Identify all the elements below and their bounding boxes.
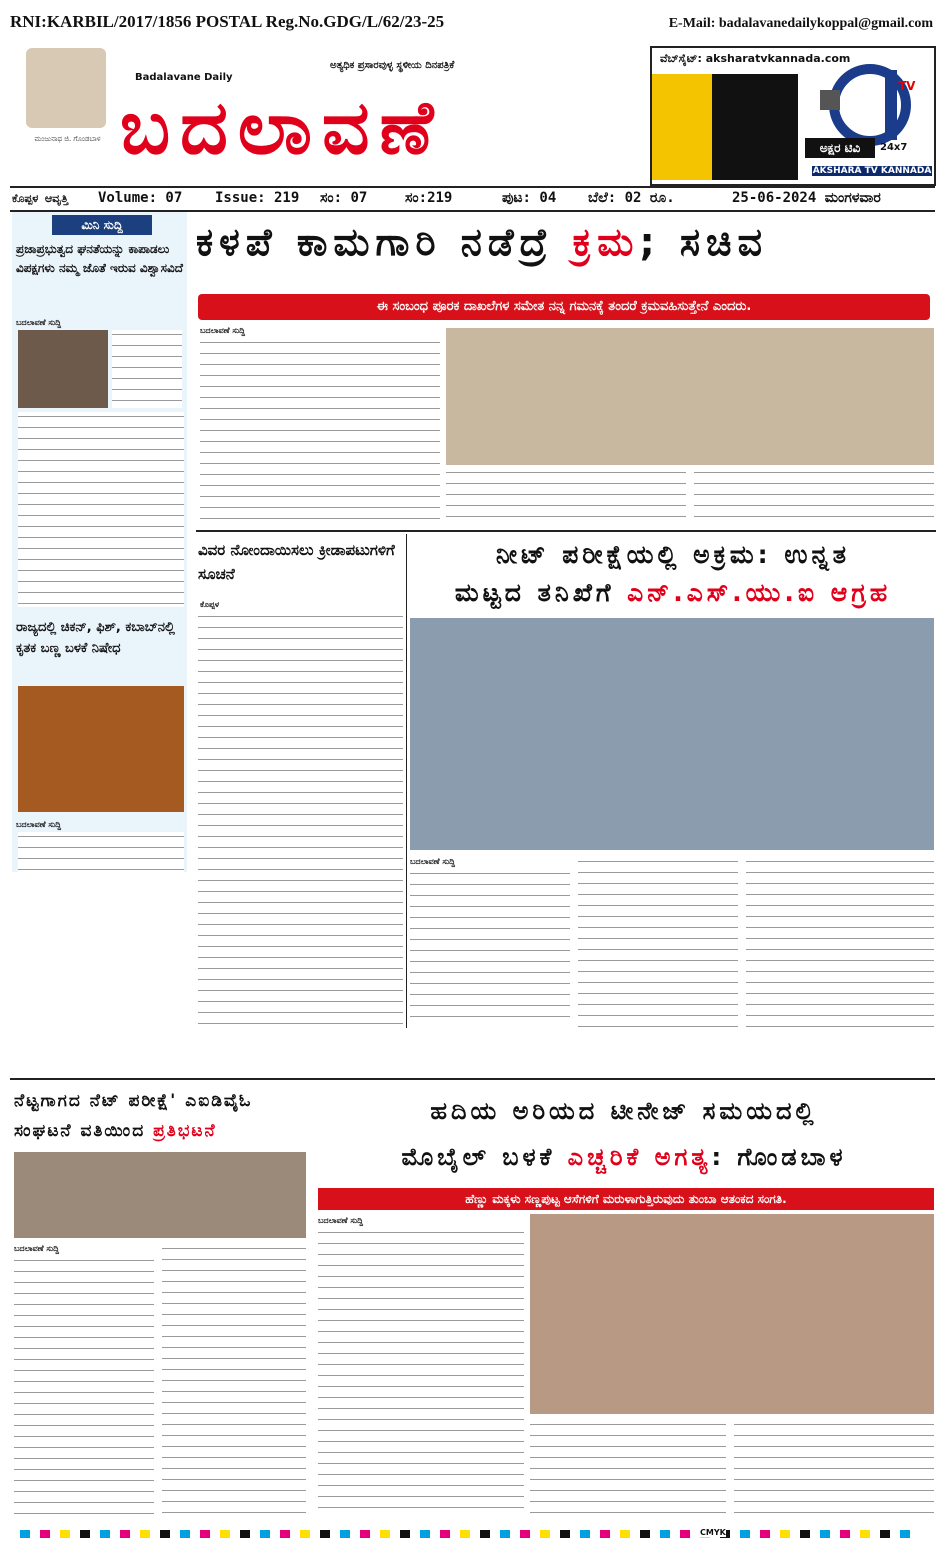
neet-headline[interactable] [412, 536, 934, 612]
story2-body [18, 832, 184, 872]
issue-info-bar [10, 186, 935, 212]
print-color-strip [0, 1528, 945, 1542]
section-divider [10, 1078, 935, 1080]
lead-subhead: ಈ ಸಂಬಂಧ ಪೂರಕ ದಾಖಲೆಗಳ ಸಮೇತ ನನ್ನ ಗಮನಕ್ಕೆ ತಂದರೆ ಕ್ರಮವಹಿಸುತ್ತೇನೆ ಎಂದರು. [198, 294, 930, 320]
teen-byline: ಬದಲಾವಣೆ ಸುದ್ದಿ [318, 1216, 364, 1225]
column-rule [406, 534, 407, 1028]
story2-headline[interactable]: ರಾಜ್ಯದಲ್ಲಿ ಚಿಕನ್, ಫಿಶ್, ಕಬಾಬ್‌ನಲ್ಲಿ ಕೃತಕ ಬಣ್ಣ ಬಳಕೆ ನಿಷೇಧ [16, 620, 175, 656]
story1-photo [18, 330, 108, 408]
lead-body-left [200, 338, 440, 526]
story1-text-right [112, 330, 182, 408]
ad-hours: 24x7 [880, 142, 908, 153]
protest-body-col2 [162, 1244, 306, 1518]
neet-body-col3 [746, 857, 934, 1027]
edition-label: ಕೊಪ್ಪಳ ಆವೃತ್ತಿ [12, 192, 68, 205]
lead-photo-event [446, 328, 934, 465]
story1-body [18, 412, 184, 607]
teen-body-col3 [734, 1420, 934, 1518]
ad-tv-name: AKSHARA TV KANNADA [812, 166, 932, 176]
neet-headline-line2 [412, 574, 934, 612]
sam2-label: ಸಂ:219 [405, 190, 453, 206]
teen-headline-line2 [314, 1134, 934, 1180]
ad-kannada-name: ಅಕ್ಷರ ಟಿವಿ [805, 138, 875, 158]
story2-byline: ಬದಲಾವಣೆ ಸುದ್ದಿ [16, 820, 62, 829]
neet-headline-line2-text: ಮಟ್ಟದ ತನಿಖೆಗೆ [454, 578, 628, 607]
lead-body-mid [446, 468, 686, 526]
neet-body-col2 [578, 857, 738, 1027]
microphone-logo-icon [800, 60, 930, 180]
neet-headline-line2-red: ಎನ್.ಎಸ್.ಯು.ಐ ಆಗ್ರಹ [627, 578, 892, 607]
svg-text:TV: TV [898, 79, 916, 93]
lead-headline-part2: ; ಸಚಿವ [639, 220, 768, 264]
chicken-photo [18, 686, 184, 812]
protest-byline: ಬದಲಾವಣೆ ಸುದ್ದಿ [14, 1244, 60, 1253]
masthead-logo: ಬದಲಾವಣೆ [120, 85, 444, 171]
brand-small-label: Badalavane Daily [135, 72, 233, 83]
ad-yellow-panel [652, 74, 712, 180]
teen-headline-line2-text: ಮೊಬೈಲ್ ಬಳಕೆ [401, 1143, 568, 1171]
neet-protest-photo [410, 618, 934, 850]
teen-body-col2 [530, 1420, 726, 1518]
mini-news-heading: ಮಿನಿ ಸುದ್ದಿ [52, 215, 152, 235]
protest-body-col1 [14, 1256, 154, 1518]
lead-body-right [694, 468, 934, 526]
protest-headline-line1: ನೆಟ್ಟಗಾಗದ ನೆಟ್ ಪರೀಕ್ಷೆ' ಎಐಡಿವೈಓ [14, 1091, 253, 1111]
lead-headline-part1: ಕಳಪೆ ಕಾಮಗಾರಿ ನಡೆದ್ರೆ [196, 220, 573, 264]
photo-caption: ಮಂಜುನಾಥ ಜಿ. ಗೊಂಡಬಾಳ [34, 135, 101, 143]
volume-label: Volume: 07 [98, 190, 183, 206]
cmyk-label: CMYK [700, 1528, 726, 1537]
tagline: ಅತ್ಯಧಿಕ ಪ್ರಸಾರವುಳ್ಳ ಸ್ಥಳೀಯ ದಿನಪತ್ರಿಕೆ [330, 60, 455, 71]
sports-headline[interactable]: ವಿವರ ನೋಂದಾಯಿಸಲು ಕ್ರೀಡಾಪಟುಗಳಿಗೆ ಸೂಚನೆ [198, 541, 395, 583]
teen-headline[interactable] [314, 1088, 934, 1180]
story1-headline[interactable]: ಪ್ರಜಾಪ್ರಭುತ್ವದ ಘನತೆಯನ್ನು ಕಾಪಾಡಲು ವಿಪಕ್ಷಗಳು ನಮ್ಮ ಜೊತೆ ಇರುವ ವಿಶ್ವಾಸವಿದೆ [16, 242, 183, 275]
sam-label: ಸಂ: 07 [320, 190, 368, 206]
lead-byline: ಬದಲಾವಣೆ ಸುದ್ದಿ [200, 326, 246, 335]
teen-event-photo [530, 1214, 934, 1414]
ad-black-panel [712, 74, 798, 180]
neet-byline: ಬದಲಾವಣೆ ಸುದ್ದಿ [410, 857, 456, 866]
teen-body-col1 [318, 1228, 524, 1518]
sports-body [198, 612, 403, 1027]
issue-label: Issue: 219 [215, 190, 300, 206]
protest-headline[interactable] [14, 1086, 304, 1146]
editor-photo [26, 48, 106, 128]
lead-headline[interactable] [196, 216, 931, 268]
protest-headline-line2-red: ಪ್ರತಿಭಟನೆ [153, 1121, 217, 1141]
rni-registration: RNI:KARBIL/2017/1856 POSTAL Reg.No.GDG/L/62/23-25 [10, 12, 445, 31]
ad-website: ವೆಬ್‌ಸೈಟ್: aksharatvkannada.com [660, 52, 851, 65]
protest-headline-line2-text: ಸಂಘಟನೆ ವತಿಯಿಂದ [14, 1121, 154, 1141]
divider [196, 530, 936, 532]
teen-subhead: ಹೆಣ್ಣು ಮಕ್ಕಳು ಸಣ್ಣಪುಟ್ಟ ಆಸೆಗಳಿಗೆ ಮರುಳಾಗುತ್ತಿರುವುದು ತುಂಬಾ ಆತಂಕದ ಸಂಗತಿ. [318, 1188, 934, 1210]
neet-body-col1 [410, 869, 570, 1027]
registration-marks [20, 1530, 920, 1538]
teen-headline-line1: ಹದಿಯ ಅರಿಯದ ಟೀನೇಜ್ ಸಮಯದಲ್ಲಿ [430, 1097, 818, 1125]
date-label: 25-06-2024 ಮಂಗಳವಾರ [732, 190, 881, 206]
story1-byline: ಬದಲಾವಣೆ ಸುದ್ದಿ [16, 318, 62, 327]
price-label: ಬೆಲೆ: 02 ರೂ. [588, 190, 675, 206]
lead-headline-red: ಕ್ರಮ [572, 220, 640, 264]
teen-headline-line2-red: ಎಚ್ಚರಿಕೆ ಅಗತ್ಯ [567, 1143, 712, 1171]
teen-headline-line2-end: : ಗೊಂಡಬಾಳ [711, 1143, 847, 1171]
protest-headline-line2 [14, 1116, 304, 1146]
neet-headline-line1: ನೀಟ್ ಪರೀಕ್ಷೆಯಲ್ಲಿ ಅಕ್ರಮ: ಉನ್ನತ [495, 540, 851, 569]
protest-photo [14, 1152, 306, 1238]
sports-byline: ಕೊಪ್ಪಳ [200, 600, 220, 609]
page-label: ಪುಟ: 04 [502, 190, 557, 206]
email-address[interactable]: E-Mail: badalavanedailykoppal@gmail.com [668, 16, 933, 31]
